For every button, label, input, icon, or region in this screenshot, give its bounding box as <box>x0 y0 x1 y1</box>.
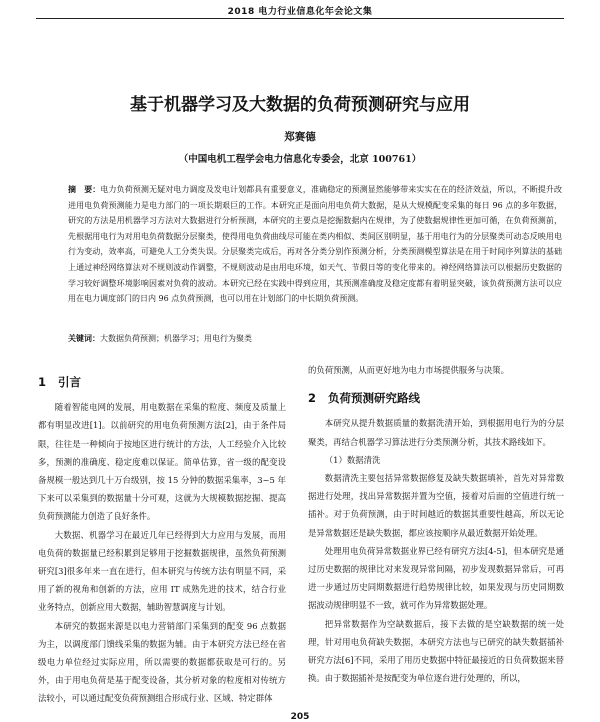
left-column <box>38 369 286 708</box>
running-header: 2018 电力行业信息化年会论文集 <box>227 7 373 17</box>
author: 郑赛德 <box>284 131 316 143</box>
paragraph: 把异常数据作为空缺数据后，接下去做的是空缺数据的统一处理，针对用电负荷缺失数据，本研究方法也与已研究的缺失数据插补研究方法[6]不同，采用了用历史数据中特征最接近的日负荷数据来替换。由于数据插补是按配变为单位逐台进行处理的，所以， <box>308 618 564 684</box>
paper-title: 基于机器学习及大数据的负荷预测研究与应用 <box>130 95 470 115</box>
abstract <box>68 182 562 307</box>
section-number: 1 <box>38 375 47 389</box>
section-number: 2 <box>308 391 317 406</box>
paragraph: 大数据、机器学习在最近几年已经得到大力应用与发展，而用电负荷的数据量已经积累到足够用于挖掘数据规律，虽然负荷预测研究[3]很多年来一直在进行，但本研究与传统方法有明显不同，采用了新的视角和创新的方法，应用 IT 成熟先进的技术，结合行业业务特点，创新应用大数据，辅助智慧调度与计划。 <box>38 529 286 613</box>
section-heading-intro <box>38 373 286 391</box>
section-title: 负荷预测研究路线 <box>328 391 420 406</box>
paragraph: 本研究的数据来源是以电力营销部门采集到的配变 96 点数据为主，以调度部门馈线采集的数据为辅。由于本研究方法已经在省级电力单位经过实际应用，所以需要的数据都获取是可行的。另外，由于用电负荷是基于配变设备，其分析对象的粒度相对传统方法较小，可以通过配变负荷预测组合形成行业、区域、特定群体 <box>38 620 286 704</box>
paragraph: 本研究从提升数据质量的数据洗清开始，到根据用电行为的分层聚类，再结合机器学习算法进行分类预测分析，其技术路线如下。 <box>308 418 564 447</box>
keywords-text: 大数据负荷预测；机器学习；用电行为聚类 <box>100 334 252 343</box>
abstract-label: 摘 要： <box>68 185 101 194</box>
section-heading-route <box>308 389 564 407</box>
section-title: 引言 <box>58 375 81 389</box>
paragraph-continued: 的负荷预测，从而更好地为电力市场提供服务与决策。 <box>308 365 509 375</box>
keywords-label: 关键词： <box>68 334 100 343</box>
paragraph: 数据清洗主要包括异常数据修复及缺失数据填补，首先对异常数据进行处理，找出异常数据并置为空值，接着对后面的空值进行统一插补。对于负荷预测，由于时间越近的数据其重要性越高，所以无论是异常数据还是缺失数据，都应该按顺序从最近数据开始处理。 <box>308 473 564 538</box>
right-column <box>308 361 564 687</box>
affiliation: （中国电机工程学会电力信息化专委会，北京 100761） <box>178 154 422 165</box>
page-number: 205 <box>290 712 310 722</box>
keywords <box>68 331 562 346</box>
header-rule <box>36 18 564 19</box>
subheading: （1）数据清洗 <box>324 454 381 465</box>
paragraph: 处理用电负荷异常数据业界已经有研究方法[4-5]，但本研究是通过历史数据的规律比对来发现异常间隔，初步发现数据异常后，可再进一步通过历史同期数据进行趋势规律比较，如果发现与历史同期数据波动规律明显不一致，就可作为异常数据处理。 <box>308 545 564 611</box>
abstract-text: 电力负荷预测无疑对电力调度及发电计划都具有重要意义，准确稳定的预测显然能够带来实实在在的经济效益，所以，不断提升改进用电负荷预测能力是电力部门的一项长期艰巨的工作。本研究正是面向用电负荷大数据，是从大规模配变采集的每日 96 点的多年数据，研究的方法是用机器学习方法对大数据进行分析预测，本研究的主要点是挖掘数据内在规律，为了使数据规律性更加可循，在负荷预测前，先根据用电行为对用电负荷数据分层聚类，使得用电负荷曲线尽可能在类内相似、类间区别明显，基于用电行为的分层聚类可动态反映用电行为变动，效率高，可避免人工分类失误。分层聚类完成后，再对各分类分别作预测分析，分类预测模型算法是在用于时间序列算法的基础上通过神经网络算法对不规则波动作调整，不规则波动是由用电环境，如天气、节假日等的变化带来的。神经网络算法可以根据历史数据的学习较好调整环境影响因素对负荷的波动。本研究已经在实践中得到应用，其预测准确度及稳定度都有着明显突破，该负荷预测方法可以应用在电力调度部门的日内 96 点负荷预测，也可以用在计划部门的中长期负荷预测。 <box>68 185 563 304</box>
paragraph: 随着智能电网的发展，用电数据在采集的粒度、频度及质量上都有明显改进[1]。以前研究的用电负荷预测方法[2]，由于条件局限，往往是一种倾向于按地区进行统计的方法，人工经验介入比较多，预测的准确度、稳定度难以保证。简单估算，省一级的配变设备规模一般达到几十万台级别，按 15 分钟的数据采集率，3~5 年下来可以采集到的数据量十分可观，这就为大规模数据挖掘、提高负荷预测能力创造了良好条件。 <box>38 402 286 522</box>
